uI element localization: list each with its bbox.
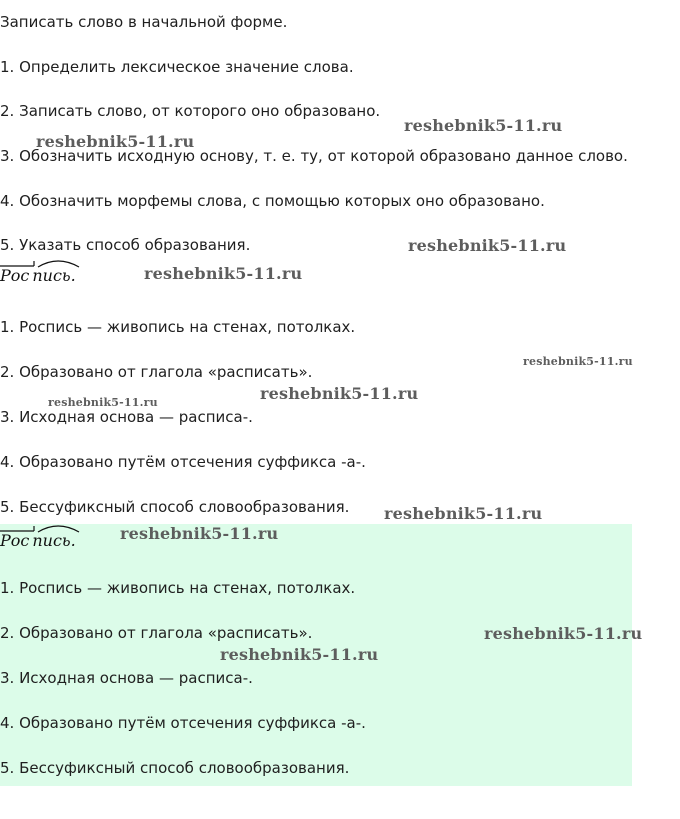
intro-step-4: 4. Обозначить морфемы слова, с помощью которых оно образовано. — [0, 192, 545, 210]
intro-step-2: 2. Записать слово, от которого оно образовано. — [0, 102, 381, 120]
answer-2-line-1: 1. Роспись — живопись на стенах, потолках. — [0, 579, 356, 597]
answer-1-line-2: 2. Образовано от глагола «расписать». — [0, 363, 313, 381]
intro-step-1: 1. Определить лексическое значение слова. — [0, 58, 354, 76]
word-morpheme-parse-2 — [0, 523, 120, 553]
watermark: reshebnik5-11.ru — [523, 355, 633, 368]
watermark: reshebnik5-11.ru — [220, 645, 379, 664]
word-root-1: Рос — [0, 266, 30, 285]
watermark: reshebnik5-11.ru — [36, 132, 195, 151]
word-rest-2: пись — [32, 531, 71, 550]
intro-heading: Записать слово в начальной форме. — [0, 13, 288, 31]
word-end-1: . — [70, 266, 76, 285]
word-morpheme-parse-1 — [0, 258, 120, 288]
watermark: reshebnik5-11.ru — [384, 504, 543, 523]
answer-1-line-5: 5. Бессуфиксный способ словообразования. — [0, 498, 350, 516]
answer-2-line-5: 5. Бессуфиксный способ словообразования. — [0, 759, 350, 777]
answer-2-line-3: 3. Исходная основа — расписа-. — [0, 669, 253, 687]
watermark: reshebnik5-11.ru — [408, 236, 567, 255]
watermark: reshebnik5-11.ru — [120, 524, 279, 543]
answer-1-line-3: 3. Исходная основа — расписа-. — [0, 408, 253, 426]
word-rest-1: пись — [32, 266, 71, 285]
watermark: reshebnik5-11.ru — [404, 116, 563, 135]
intro-step-3: 3. Обозначить исходную основу, т. е. ту, от которой образовано данное слово. — [0, 147, 628, 165]
intro-step-5: 5. Указать способ образования. — [0, 236, 251, 254]
answer-1-line-1: 1. Роспись — живопись на стенах, потолках. — [0, 318, 356, 336]
word-end-2: . — [70, 531, 76, 550]
watermark: reshebnik5-11.ru — [260, 384, 419, 403]
watermark: reshebnik5-11.ru — [144, 264, 303, 283]
word-root-2: Рос — [0, 531, 30, 550]
watermark: reshebnik5-11.ru — [484, 624, 643, 643]
answer-1-line-4: 4. Образовано путём отсечения суффикса -а-. — [0, 453, 366, 471]
answer-2-line-4: 4. Образовано путём отсечения суффикса -а-. — [0, 714, 366, 732]
answer-2-line-2: 2. Образовано от глагола «расписать». — [0, 624, 313, 642]
watermark: reshebnik5-11.ru — [48, 396, 158, 409]
